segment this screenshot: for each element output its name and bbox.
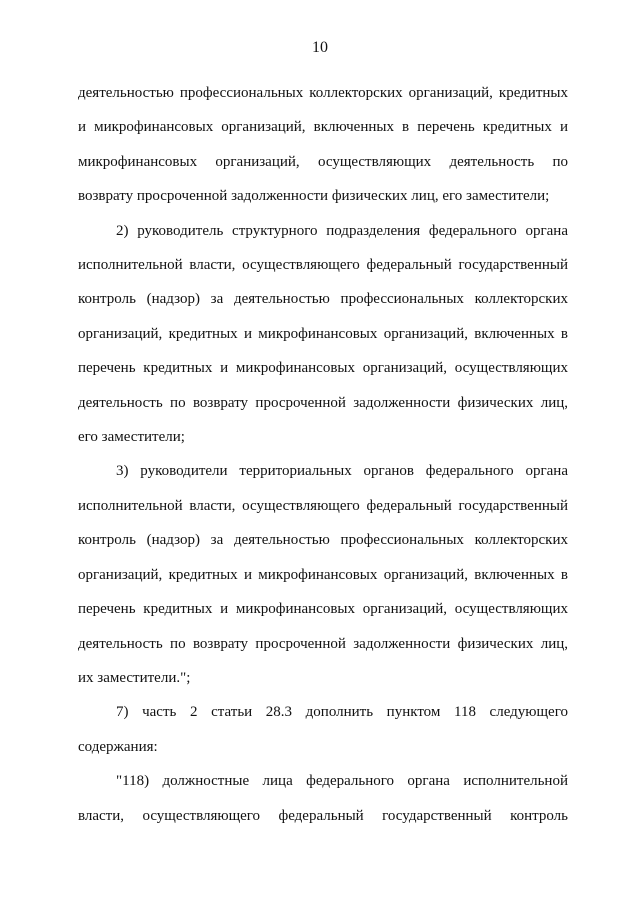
text-line: власти, осуществляющего федеральный государственный контроль xyxy=(78,807,568,824)
paragraph-item-118 xyxy=(78,764,568,833)
paragraph-item-3 xyxy=(78,454,568,695)
text-line: деятельностью профессиональных коллекторских организаций, кредитных xyxy=(78,85,568,101)
text-line: 3) руководители территориальных органов федерального органа xyxy=(116,463,568,480)
text-line: и микрофинансовых организаций, включенных в перечень кредитных и xyxy=(78,119,568,136)
text-line: исполнительной власти, осуществляющего федеральный государственный xyxy=(78,497,568,514)
text-line: микрофинансовых организаций, осуществляющих деятельность по xyxy=(78,153,568,170)
text-line: контроль (надзор) за деятельностью профессиональных коллекторских xyxy=(78,532,568,549)
text-line: возврату просроченной задолженности физических лиц, его заместители; xyxy=(78,188,550,205)
text-line: перечень кредитных и микрофинансовых организаций, осуществляющих xyxy=(78,360,568,377)
page-number: 10 xyxy=(312,39,328,56)
text-line: их заместители."; xyxy=(78,669,191,686)
text-line: 2) руководитель структурного подразделения федерального органа xyxy=(116,222,568,239)
text-line: деятельность по возврату просроченной задолженности физических лиц, xyxy=(78,635,568,652)
text-line: 7) часть 2 статьи 28.3 дополнить пунктом 118 следующего xyxy=(116,704,568,721)
text-line: исполнительной власти, осуществляющего федеральный государственный xyxy=(78,257,568,274)
text-line: содержания: xyxy=(78,738,158,755)
text-line: деятельность по возврату просроченной задолженности физических лиц, xyxy=(78,394,568,411)
paragraph-item-2 xyxy=(78,214,568,455)
text-line: перечень кредитных и микрофинансовых организаций, осуществляющих xyxy=(78,601,568,618)
text-line: "118) должностные лица федерального органа исполнительной xyxy=(116,773,568,790)
paragraph-continuation xyxy=(78,76,568,214)
text-line: организаций, кредитных и микрофинансовых организаций, включенных в xyxy=(78,566,568,583)
paragraph-item-7 xyxy=(78,695,568,764)
document-body xyxy=(78,76,568,833)
text-line: контроль (надзор) за деятельностью профессиональных коллекторских xyxy=(78,291,568,308)
text-line: организаций, кредитных и микрофинансовых организаций, включенных в xyxy=(78,325,568,342)
text-line: его заместители; xyxy=(78,429,185,446)
